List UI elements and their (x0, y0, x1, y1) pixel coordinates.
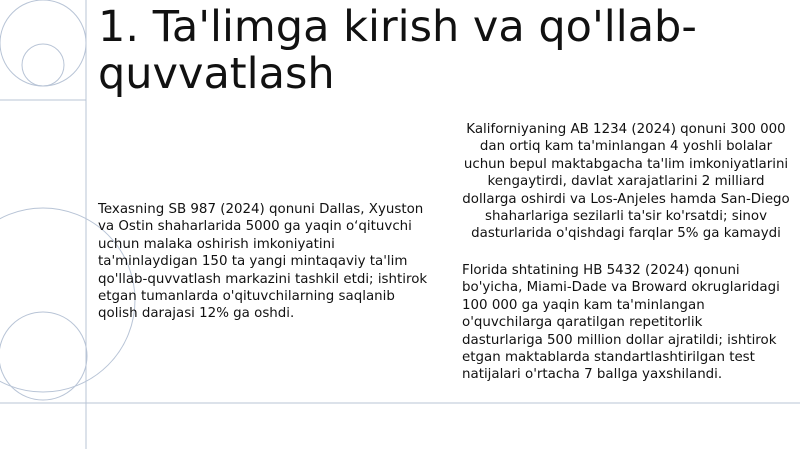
paragraph-florida: Florida shtatining HB 5432 (2024) qonuni bo'yicha, Miami-Dade va Broward okruglaridagi 100 000 ga yaqin kam ta'minlangan o'quvchilarga qaratilgan repetitorlik dasturlariga 500 million dollar ajratildi; ishtirok etgan maktablarda standartlashtirilgan test natijalari o'rtacha 7 ballga yaxshilandi. (462, 263, 780, 383)
slide-title: 1. Ta'limga kirish va qo'llab-quvvatlash (98, 2, 697, 99)
decor-circle-large (0, 0, 86, 86)
paragraph-california: Kaliforniyaning AB 1234 (2024) qonuni 300 000 dan ortiq kam ta'minlangan 4 yoshli bolalar uchun bepul maktabgacha ta'lim imkoniyatlarini kengaytirdi, davlat xarajatlarini 2 milliard dollarga oshirdi va Los-Anjeles hamda San-Diego shaharlariga sezilarli ta'sir ko'rsatdi; sinov dasturlarida o'qishdagi farqlar 5% ga kamaydi (462, 122, 790, 242)
paragraph-texas: Texasning SB 987 (2024) qonuni Dallas, Xyuston va Ostin shaharlarida 5000 ga yaqin oʻqituvchi uchun malaka oshirish imkoniyatini ta'minlaydigan 150 ta yangi mintaqaviy ta'lim qo'llab-quvvatlash markazini tashkil etdi; ishtirok etgan tumanlarda o'qituvchilarning saqlanib qolish darajasi 12% ga oshdi. (98, 202, 428, 322)
decor-circle-small (22, 44, 64, 86)
